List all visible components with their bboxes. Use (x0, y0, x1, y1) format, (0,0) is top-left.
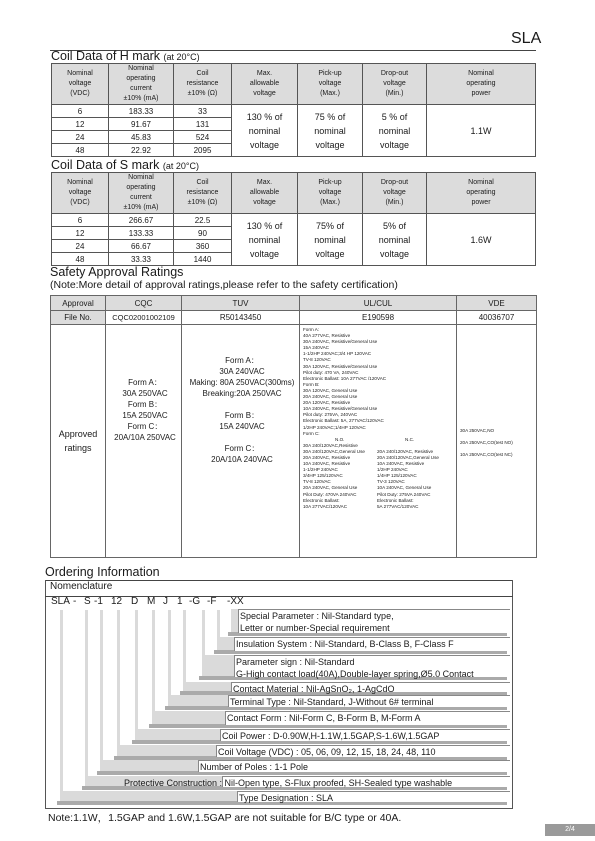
nomenclature-item-text: Number of Poles : 1-1 Pole (200, 762, 309, 772)
vde-file-no: 40036707 (457, 311, 537, 325)
coil-s-header-6: Nominal operating power (427, 173, 536, 214)
coil-h-header-2: Coil resistance ±10% (Ω) (174, 64, 232, 105)
coil-h-cell: 91.67 (109, 118, 174, 131)
coil-h-table (51, 63, 536, 157)
approval-header: Approval (51, 296, 106, 311)
nomenclature-item-text: Coil Voltage (VDC) : 05, 06, 09, 12, 15, 18, 24, 48, 110 (218, 747, 436, 757)
nomenclature-row-bg (231, 609, 238, 632)
coil-h-cell: 12 (52, 118, 109, 131)
coil-h-header-6: Nominal operating power (427, 64, 536, 105)
code-segment: 12 (111, 596, 123, 607)
coil-s-cell: 48 (52, 253, 109, 266)
code-segment: J (163, 596, 168, 607)
coil-s-table (51, 172, 536, 266)
code-segment: 1 (177, 596, 183, 607)
tuv-header: TUV (182, 296, 300, 311)
code-segment: -G (189, 596, 201, 607)
coil-s-header-3: Max. allowable voltage (232, 173, 298, 214)
nomenclature-row-bg (202, 655, 234, 676)
coil-h-header-4: Pick-up voltage (Max.) (298, 64, 363, 105)
tuv-file-no: R50143450 (182, 311, 300, 325)
nomenclature-row-bg (217, 637, 234, 650)
nomenclature-connector (117, 610, 120, 745)
tuv-ratings: Form A： 30A 240VAC Making: 80A 250VAC(300ms) Breaking:20A 250VAC Form B： 15A 240VAC Form C： 20A/10A 240VAC (182, 325, 300, 558)
safety-note: (Note:More detail of approval ratings,please refer to the safety certification) (50, 279, 398, 291)
coil-h-cell: 22.92 (109, 144, 174, 157)
coil-h-pickup: 75 % of nominal voltage (298, 105, 363, 157)
nomenclature-connector (152, 610, 155, 711)
coil-s-header-4: Pick-up voltage (Max.) (298, 173, 363, 214)
coil-s-power: 1.6W (427, 214, 536, 266)
coil-s-cell: 24 (52, 240, 109, 253)
coil-s-max-allowable: 130 % of nominal voltage (232, 214, 298, 266)
page-number: 2/4 (545, 824, 595, 836)
nomenclature-connector (85, 610, 88, 776)
nomenclature-row-bg (135, 729, 220, 740)
nomenclature-row-bg (60, 791, 237, 801)
nomenclature-connector (100, 610, 103, 760)
coil-h-cell: 524 (174, 131, 232, 144)
coil-h-cell: 45.83 (109, 131, 174, 144)
nomenclature-connector (60, 610, 63, 791)
coil-h-cell: 183.33 (109, 105, 174, 118)
coil-h-max-allowable: 130 % of nominal voltage (232, 105, 298, 157)
coil-s-cell: 360 (174, 240, 232, 253)
vde-header: VDE (457, 296, 537, 311)
coil-h-row (52, 105, 536, 118)
coil-h-power: 1.1W (427, 105, 536, 157)
nomenclature-item-text: Insulation System : Nil-Standard, B-Class B, F-Class F (236, 639, 454, 649)
code-segment: - (73, 596, 77, 607)
code-segment: SLA (51, 596, 70, 607)
ul-no-label: N.O. (335, 436, 345, 442)
coil-h-header-0: Nominal voltage (VDC) (52, 64, 109, 105)
coil-h-title: Coil Data of H mark (at 20°C) (51, 49, 200, 63)
nomenclature-item-text: Coil Power : D-0.90W,H-1.1W,1.5GAP,S-1.6W,1.5GAP (222, 731, 440, 741)
coil-s-cell: 133.33 (109, 227, 174, 240)
nomenclature-item-text: Special Parameter : Nil-Standard type, Letter or number-Special requirement (240, 611, 394, 633)
coil-s-cell: 6 (52, 214, 109, 227)
nomenclature-row-bg (152, 711, 225, 724)
ulcul-header: UL/CUL (300, 296, 457, 311)
coil-h-cell: 6 (52, 105, 109, 118)
coil-h-header-5: Drop-out voltage (Min.) (363, 64, 427, 105)
coil-s-pickup: 75% of nominal voltage (298, 214, 363, 266)
nomenclature-row-bg (117, 745, 216, 756)
coil-s-cell: 266.67 (109, 214, 174, 227)
nomenclature-item-text: Contact Form : Nil-Form C, B-Form B, M-Form A (227, 713, 421, 723)
ordering-note: Note:1.1W，1.5GAP and 1.6W,1.5GAP are not suitable for B/C type or 40A. (48, 812, 402, 824)
coil-s-cell: 66.67 (109, 240, 174, 253)
nomenclature-item-text: Contact Material : Nil-AgSnO₂, 1-AgCdO (233, 684, 395, 694)
nomenclature-connector (202, 610, 205, 655)
cqc-file-no: CQC02001002109 (106, 311, 182, 325)
cqc-ratings: Form A： 30A 250VAC Form B： 15A 250VAC Form C： 20A/10A 250VAC (106, 325, 182, 558)
coil-s-cell: 12 (52, 227, 109, 240)
coil-s-row (52, 214, 536, 227)
code-segment: S (84, 596, 91, 607)
code-segment: D (131, 596, 139, 607)
coil-s-header-5: Drop-out voltage (Min.) (363, 173, 427, 214)
nomenclature-connector (183, 610, 186, 682)
approved-ratings-label: Approved ratings (51, 325, 106, 558)
coil-h-cell: 33 (174, 105, 232, 118)
header-code: SLA (511, 30, 542, 47)
nomenclature-item-text: Terminal Type : Nil-Standard, J-Without 6# terminal (230, 697, 434, 707)
ul-nc-label: N.C. (405, 436, 415, 442)
coil-s-title: Coil Data of S mark (at 20°C) (51, 158, 199, 172)
file-no-label: File No. (51, 311, 106, 325)
coil-h-header-3: Max. allowable voltage (232, 64, 298, 105)
nomenclature-row-bg (168, 695, 228, 706)
nomenclature-row-bg (183, 682, 231, 691)
ul-ratings: Form A: 40A 277VAC, Resistive 30A 240VAC, Resistive/General Use 15A 240VAC 1-1/2HP 240VAC;3/4 HP 120VAC TV-8 120VAC 30A 120VAC, Resistive/General Use Pilot duty: 470 VA, 240VAC Electronic Ballast: 10A 277VAC /120VAC Form B: 30A 120VAC, General Use 20A 240VAC, General Use 20A 120VAC, Resistive 10A 240VAC, Resistive/General Use Pilot duty: 275VA, 240VAC Electronic Ballast: 5A, 277VAC/120VAC 1/2HP 240VAC;1/4HP 120VAC Form C: N.O. N.C. 30A 240/120VAC,Resistive 30A 240/120VAC,General Use 20A 240VAC, Resistive 10A 240VAC, Resistive 1-1/2HP 240VAC 3/4HP 125/120VAC TV-8 120VAC 20A 240VAC, General Use Pilot Duty: 470VA 240VAC Electronic Ballast: 10A 277VAC/120VAC 20A 240/120VAC, Resistive 20A 240/120VAC,General Use 10A 240VAC, Resistive 1/2HP 240VAC 1/4HP 125/120VAC TV-3 120VAC 10A 240VAC, General Use Pilot Duty: 275VA 240VAC Electronic Ballast: 5A 277VAC/120VAC (300, 325, 457, 558)
coil-s-header-1: Nominal operating current ±10% (mA) (109, 173, 174, 214)
coil-h-cell: 24 (52, 131, 109, 144)
cqc-header: CQC (106, 296, 182, 311)
coil-s-dropout: 5% of nominal voltage (363, 214, 427, 266)
code-segment: M (147, 596, 156, 607)
coil-s-cell: 33.33 (109, 253, 174, 266)
nomenclature-connector (217, 610, 220, 637)
ul-file-no: E190598 (300, 311, 457, 325)
nomenclature-item-text: Type Designation : SLA (239, 793, 334, 803)
nomenclature-connector (135, 610, 138, 729)
safety-title: Safety Approval Ratings (50, 265, 184, 279)
nomenclature-item-text: Parameter sign : Nil-Standard G-High contact load(40A),Double-layer spring,Ø5.0 Contact (236, 657, 474, 679)
coil-h-dropout: 5 % of nominal voltage (363, 105, 427, 157)
code-segment: -F (207, 596, 217, 607)
coil-h-header-1: Nominal operating current ±10% (mA) (109, 64, 174, 105)
coil-h-cell: 48 (52, 144, 109, 157)
ordering-title: Ordering Information (45, 565, 160, 579)
vde-ratings: 30A 250VAC,NO 20A 250VAC,CO(test NO) 10A 250VAC,CO(test NC) (457, 325, 537, 558)
coil-s-header-2: Coil resistance ±10% (Ω) (174, 173, 232, 214)
coil-h-cell: 2095 (174, 144, 232, 157)
nomenclature-label: Nomenclature (50, 581, 113, 592)
coil-h-cell: 131 (174, 118, 232, 131)
code-segment: -XX (227, 596, 244, 607)
coil-s-header-0: Nominal voltage (VDC) (52, 173, 109, 214)
coil-s-cell: 90 (174, 227, 232, 240)
coil-s-cell: 22.5 (174, 214, 232, 227)
safety-table (50, 295, 537, 558)
nomenclature-row-bg (100, 760, 198, 771)
nomenclature-connector (168, 610, 171, 695)
coil-s-cell: 1440 (174, 253, 232, 266)
code-segment: -1 (94, 596, 103, 607)
nomenclature-item-text: Protective Construction : Nil-Open type, S-Flux proofed, SH-Sealed type washable (124, 778, 453, 788)
